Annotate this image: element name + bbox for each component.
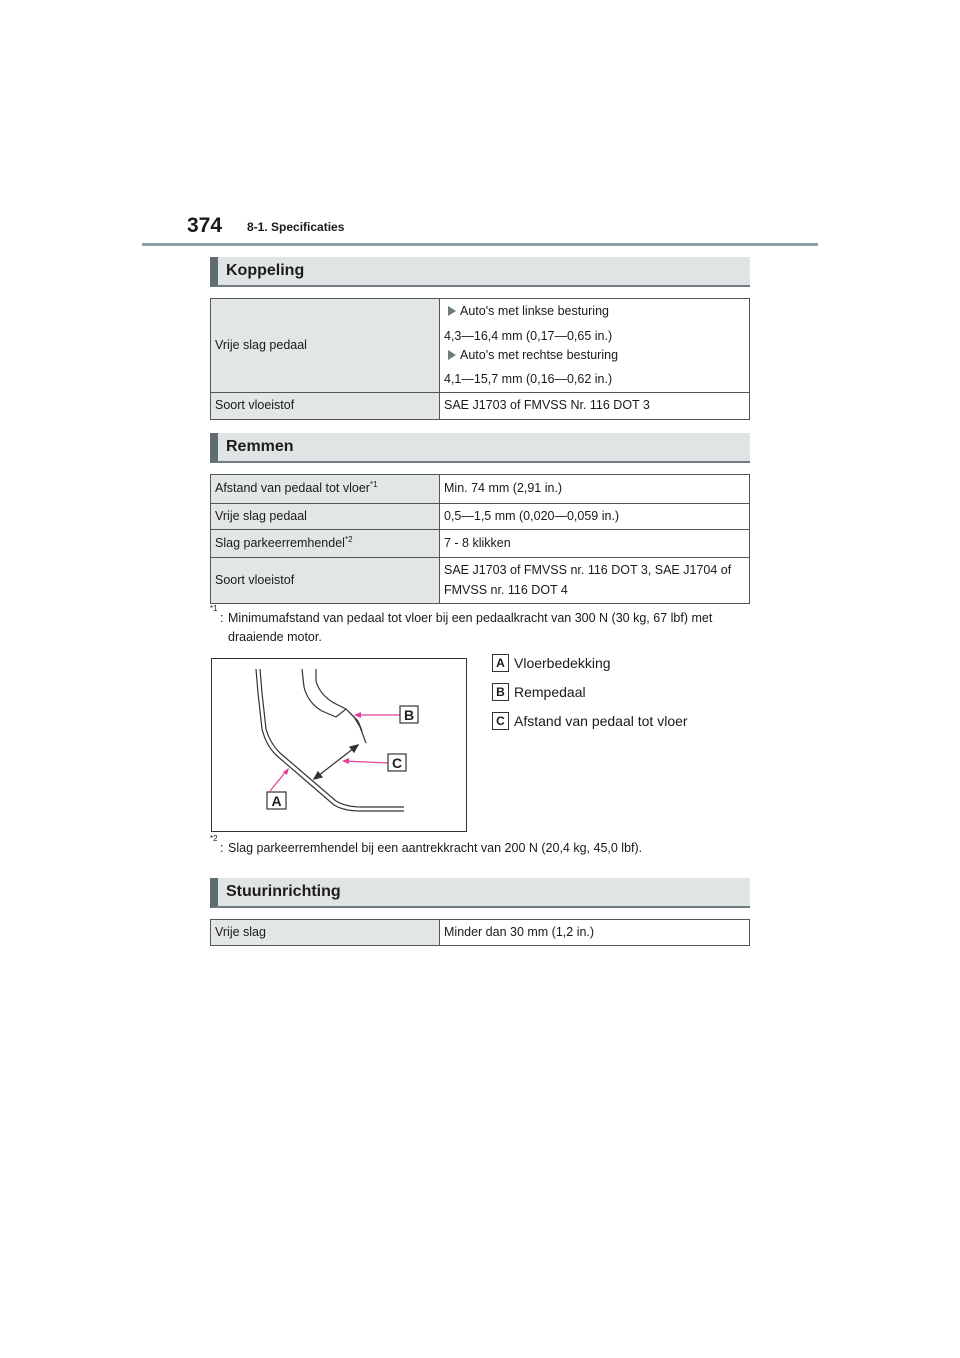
- brake-pedal-figure: [211, 658, 467, 832]
- remmen-label-parkeerrem: [211, 530, 440, 558]
- koppeling-value-vloeistof: SAE J1703 of FMVSS Nr. 116 DOT 3: [440, 393, 750, 420]
- footnote-1-text: Minimumafstand van pedaal tot vloer bij een pedaalkracht van 300 N (30 kg, 67 lbf) met draaiende motor.: [228, 611, 713, 645]
- stuurinrichting-table: [210, 919, 750, 946]
- legend-text-c: Afstand van pedaal tot vloer: [514, 713, 688, 729]
- legend-key-c: C: [492, 712, 509, 730]
- variant-rhd-value: 4,1—15,7 mm (0,16—0,62 in.): [444, 372, 613, 387]
- table-row: [211, 558, 750, 604]
- footnote-2-text: Slag parkeerremhendel bij een aantrekkracht van 200 N (20,4 kg, 45,0 lbf).: [228, 841, 643, 855]
- remmen-table: [210, 474, 750, 604]
- legend-key-b: B: [492, 683, 509, 701]
- legend-key-a: A: [492, 654, 509, 672]
- label-text: Slag parkeerremhendel: [215, 536, 345, 551]
- koppeling-title: Koppeling: [226, 262, 305, 279]
- callout-b: B: [403, 707, 415, 723]
- variant-condition: [444, 346, 745, 365]
- table-row: [211, 530, 750, 558]
- remmen-value-vloeistof: [440, 558, 750, 604]
- floor-line-inner: [260, 669, 404, 807]
- stuurinrichting-title: Stuurinrichting: [226, 883, 341, 900]
- koppeling-value-vrije-slag: [440, 299, 750, 393]
- stuur-label-vrije-slag: Vrije slag: [211, 920, 440, 946]
- floor-line-outer: [256, 669, 404, 811]
- legend-text-b: Rempedaal: [514, 684, 586, 700]
- stuur-value-vrije-slag: Minder dan 30 mm (1,2 in.): [440, 920, 750, 946]
- callout-line-c: [344, 761, 388, 763]
- variant-lhd-value: 4,3—16,4 mm (0,17—0,65 in.): [444, 328, 613, 343]
- triangle-bullet-icon: [448, 306, 456, 316]
- remmen-title-bar: [210, 433, 750, 463]
- value-line: SAE J1703 of FMVSS nr. 116 DOT 3, SAE J1704 of: [444, 563, 732, 578]
- variant-rhd-label: Auto's met rechtse besturing: [460, 347, 619, 362]
- remmen-label-afstand: [211, 475, 440, 504]
- remmen-title: Remmen: [226, 438, 294, 455]
- footnote-ref: *1: [369, 480, 378, 490]
- remmen-label-vloeistof: Soort vloeistof: [211, 558, 440, 604]
- koppeling-title-bar: [210, 257, 750, 287]
- page-number: 374: [187, 214, 223, 237]
- footnote-colon: :: [220, 611, 224, 625]
- value-line: FMVSS nr. 116 DOT 4: [444, 582, 568, 597]
- distance-arrow: [314, 745, 358, 779]
- remmen-label-vrije-slag: Vrije slag pedaal: [211, 504, 440, 530]
- callout-c: C: [391, 755, 403, 771]
- variant-condition: [444, 302, 745, 321]
- koppeling-label-vloeistof: Soort vloeistof: [211, 393, 440, 420]
- section-header: 8-1. Specificaties: [247, 220, 345, 234]
- footnote-2: *2 : Slag parkeerremhendel bij een aantrekkracht van 200 N (20,4 kg, 45,0 lbf).: [210, 839, 750, 859]
- legend-text-a: Vloerbedekking: [514, 655, 611, 671]
- header-rule: [142, 243, 818, 246]
- remmen-value-vrije-slag: 0,5—1,5 mm (0,020—0,059 in.): [440, 504, 750, 530]
- brake-pedal-diagram: [212, 659, 466, 831]
- triangle-bullet-icon: [448, 350, 456, 360]
- stuurinrichting-title-bar: [210, 878, 750, 908]
- label-text: Afstand van pedaal tot vloer: [215, 481, 370, 496]
- table-row: [211, 475, 750, 504]
- variant-lhd-label: Auto's met linkse besturing: [460, 304, 609, 318]
- footnote-1: *1 : Minimumafstand van pedaal tot vloer bij een pedaalkracht van 300 N (30 kg, 67 lbf) met draaiende motor.: [210, 609, 750, 645]
- callout-a: A: [271, 793, 282, 809]
- footnote-ref: *2: [344, 535, 353, 545]
- table-row: [211, 504, 750, 530]
- table-row: [211, 393, 750, 420]
- remmen-value-afstand: Min. 74 mm (2,91 in.): [440, 475, 750, 504]
- table-row: [211, 299, 750, 393]
- koppeling-table: [210, 298, 750, 420]
- pedal-arm-left: [302, 669, 336, 717]
- footnote-colon: :: [220, 841, 224, 855]
- table-row: [211, 920, 750, 946]
- pedal-drawing: [256, 669, 404, 811]
- pedal-arm-right: [316, 669, 346, 709]
- callout-lines: [270, 715, 403, 791]
- remmen-value-parkeerrem: 7 - 8 klikken: [440, 530, 750, 558]
- koppeling-label-vrije-slag: Vrije slag pedaal: [211, 299, 440, 393]
